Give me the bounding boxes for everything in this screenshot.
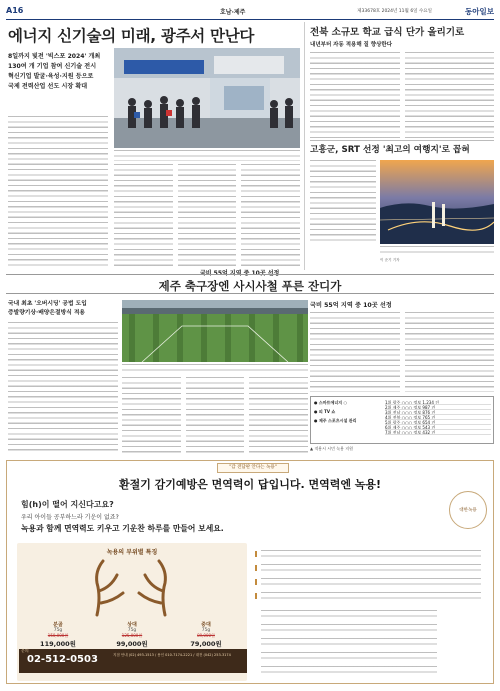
- article6-headline: 국비 55억 지역 중 10곳 선정: [310, 302, 392, 309]
- product-old-price: 89,000원: [197, 633, 215, 638]
- article6-columns: [310, 312, 494, 392]
- article5-photo: [122, 300, 308, 362]
- product-weight: 75g: [53, 628, 63, 633]
- text-column: [241, 164, 300, 269]
- text-column: [114, 164, 173, 269]
- subheadline-line: 증발량기상·배양은절방식 적용: [8, 310, 86, 316]
- ad-text-row: [255, 561, 487, 575]
- article2-subheadline: 내년부터 자동 적용해 질 향상한다: [310, 42, 393, 48]
- ad-text-lines: [261, 652, 437, 660]
- newspaper-logo: 동아일보: [465, 7, 494, 16]
- page-header: [6, 6, 494, 20]
- ad-product-label: 녹용의 부위별 특징: [106, 549, 158, 556]
- article5-body-text: [8, 322, 118, 454]
- table-row: 3위 전남 ○○○ 정보 876 건: [385, 410, 491, 415]
- ad-text-lines: [261, 550, 481, 558]
- product-old-price: 150,000원: [47, 633, 69, 638]
- advertisement[interactable]: [6, 460, 494, 684]
- text-column: [310, 52, 400, 138]
- ad-text-lines: [261, 666, 437, 674]
- column-divider: [304, 22, 305, 270]
- ad-badge: "감 전담판 안다는 녹용": [217, 463, 289, 473]
- article1-columns: [114, 164, 300, 269]
- store-address: 지점 안내 (02) 493-1513 / 용인 010-7174-2221 / 대전 (042) 253-3174: [113, 653, 231, 657]
- article1-body-text: [8, 116, 108, 269]
- ad-text-row: [255, 649, 487, 663]
- info-box-labels: [314, 400, 382, 427]
- ad-subline: 녹용과 함께 면역력도 키우고 기운찬 하루를 만들어 보세요.: [21, 524, 224, 533]
- ad-headline: 환절기 감기예방은 면역력이 답입니다. 면역력엔 녹용!: [118, 478, 382, 491]
- product-weight: 75g: [127, 628, 137, 633]
- subheadline-line: 130여 개 기업 참여 신기술 전시: [8, 63, 97, 70]
- divider: [310, 140, 494, 141]
- text-column: [122, 377, 181, 454]
- ad-text-row: [255, 607, 487, 621]
- table-row: 7위 전남 ○○○ 정보 432 건: [385, 430, 491, 435]
- product-name: 중대: [201, 622, 211, 628]
- subheadline-line: 국내 최초 '오버시딩' 공법 도입: [8, 301, 87, 307]
- issue-info: 제33678호 2024년 11월 6일 수요일: [357, 9, 432, 14]
- ad-text-row: [255, 663, 487, 677]
- info-tag: ▲ 적용시 시민 녹용 지원: [310, 446, 353, 451]
- antler-illustration: [77, 557, 187, 617]
- product-name: 분골: [53, 622, 63, 628]
- bullet-bar: [255, 551, 257, 557]
- ad-subline: 힘(h)이 떨어 지신다고요?: [21, 500, 114, 509]
- ad-text-row: [255, 589, 487, 603]
- ad-subline: 우리 아이들 공부하느라 기운이 없죠?: [21, 514, 119, 521]
- table-row: 5위 광주 ○○○ 정보 654 건: [385, 420, 491, 425]
- article1-subheadline: [8, 52, 108, 92]
- info-label: ● 스마트에너지 ○: [314, 400, 347, 405]
- article5-headline: 제주 축구장엔 사시사철 푸른 잔디가: [158, 279, 342, 293]
- article3-photo-caption: [380, 246, 494, 256]
- subheadline-line: 8일까지 빛전 '빅스포 2024' 개최: [8, 53, 101, 60]
- table-row: 4위 전북 ○○○ 정보 765 건: [385, 415, 491, 420]
- article3-byline: 이 준기 기자: [380, 258, 400, 262]
- bullet-bar: [255, 579, 257, 585]
- brand-seal: 대한녹용: [449, 491, 487, 529]
- article2-columns: [310, 52, 494, 138]
- info-box-table: [385, 400, 491, 435]
- ad-detail-text: [255, 543, 487, 681]
- phone-label: 문의: [21, 648, 29, 653]
- product-name: 상대: [127, 622, 137, 628]
- table-row: 6위 제주 ○○○ 정보 543 건: [385, 425, 491, 430]
- subheadline-line: 국제 전력산업 선도 시장 확대: [8, 83, 88, 90]
- ad-text-lines: [261, 638, 437, 646]
- ad-text-row: [255, 575, 487, 589]
- text-column: [186, 377, 245, 454]
- bullet-bar: [255, 565, 257, 571]
- ad-text-row: [255, 547, 487, 561]
- ad-contact-bar[interactable]: [19, 649, 247, 673]
- product-price: 119,000원: [40, 640, 76, 648]
- ad-text-row: [255, 621, 487, 635]
- article1-photo-caption: [114, 150, 300, 161]
- article5-columns: [122, 377, 308, 454]
- article5-title-bar: [6, 274, 494, 294]
- phone-number[interactable]: 02-512-0503: [27, 654, 98, 665]
- article2-headline: 전북 소규모 학교 급식 단가 올리기로: [310, 27, 465, 38]
- text-column: [178, 164, 237, 269]
- product-price: 79,000원: [190, 640, 222, 648]
- ad-text-lines: [261, 564, 481, 572]
- article3-photo: [380, 160, 494, 244]
- article5-subheadline: [8, 300, 118, 318]
- subheadline-line: 혁신기업 발굴·육성·지원 등으로: [8, 73, 94, 80]
- product-old-price: 125,000원: [121, 633, 143, 638]
- page-number: A16: [6, 6, 24, 15]
- text-column: [249, 377, 308, 454]
- text-column: [405, 52, 495, 138]
- text-column: [405, 312, 495, 392]
- article1-photo: [114, 48, 300, 148]
- ad-text-lines: [261, 624, 437, 632]
- ad-text-lines: [261, 578, 481, 586]
- article5-photo-caption: [122, 364, 308, 374]
- info-label: ● 피 TV 쇼: [314, 409, 336, 414]
- article1-headline: 에너지 신기술의 미래, 광주서 만난다: [8, 27, 255, 45]
- article3-headline: 고흥군, SRT 선정 '최고의 여행지'로 꼽혀: [310, 145, 470, 155]
- ad-text-row: [255, 635, 487, 649]
- bullet-bar: [255, 593, 257, 599]
- product-price: 99,000원: [116, 640, 148, 648]
- product-weight: 75g: [201, 628, 211, 633]
- ad-text-lines: [261, 592, 481, 600]
- section-name: 호남·제주: [220, 9, 246, 16]
- info-label: ● 제주 스포츠시설 관리: [314, 418, 357, 423]
- ad-text-lines: [261, 610, 437, 618]
- table-row: 1위 광주 ○○○ 정보 1,234 건: [385, 400, 491, 405]
- text-column: [310, 160, 376, 244]
- text-column: [310, 312, 400, 392]
- article4-headline: 국비 55억 지역 중 10곳 선정: [200, 270, 280, 277]
- table-row: 2위 제주 ○○○ 정보 987 건: [385, 405, 491, 410]
- info-box: [310, 396, 494, 444]
